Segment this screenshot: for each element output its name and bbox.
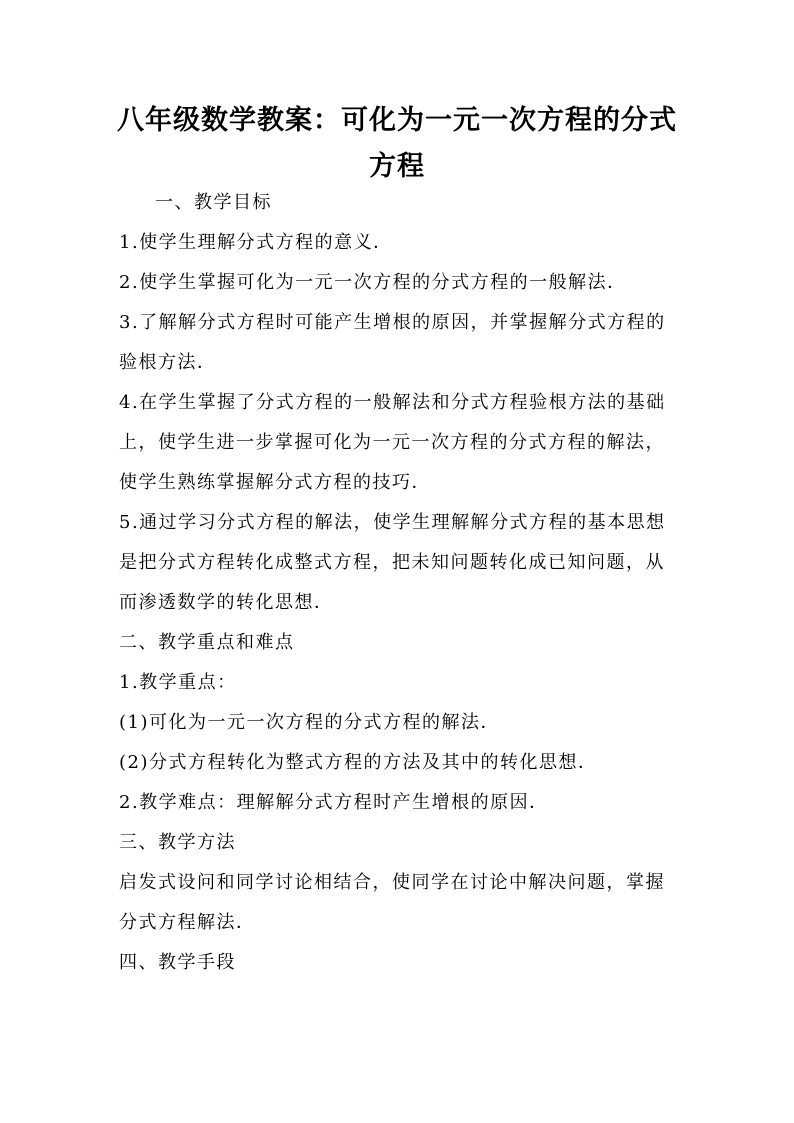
paragraph-objective-3: 3.了解解分式方程时可能产生增根的原因，并掌握解分式方程的验根方法． — [119, 312, 666, 373]
document-body — [119, 183, 679, 983]
paragraph-objective-5: 5.通过学习分式方程的解法，使学生理解解分式方程的基本思想是把分式方程转化成整式方程，把未知问题转化成已知问题，从而渗透数学的转化思想． — [119, 512, 666, 613]
section-heading-methods: 三、教学方法 — [119, 832, 236, 853]
paragraph-objective-2: 2.使学生掌握可化为一元一次方程的分式方程的一般解法． — [119, 272, 627, 293]
section-heading-key-points: 二、教学重点和难点 — [119, 632, 295, 653]
paragraph-difficulty: 2.教学难点：理解解分式方程时产生增根的原因． — [119, 792, 549, 813]
paragraph-key-point-1: (1)可化为一元一次方程的分式方程的解法． — [119, 712, 500, 733]
section-heading-objectives: 一、教学目标 — [155, 192, 272, 213]
paragraph-key-point-heading: 1.教学重点： — [119, 672, 237, 693]
document-title: 八年级数学教案：可化为一元一次方程的分式方程 — [117, 105, 677, 182]
paragraph-objective-1: 1.使学生理解分式方程的意义． — [119, 232, 393, 253]
paragraph-objective-4: 4.在学生掌握了分式方程的一般解法和分式方程验根方法的基础上，使学生进一步掌握可化为一元一次方程的分式方程的解法，使学生熟练掌握解分式方程的技巧． — [119, 392, 666, 493]
paragraph-methods: 启发式设问和同学讨论相结合，使同学在讨论中解决问题，掌握分式方程解法． — [119, 872, 665, 933]
section-heading-means: 四、教学手段 — [119, 952, 236, 973]
paragraph-key-point-2: (2)分式方程转化为整式方程的方法及其中的转化思想． — [119, 752, 598, 773]
